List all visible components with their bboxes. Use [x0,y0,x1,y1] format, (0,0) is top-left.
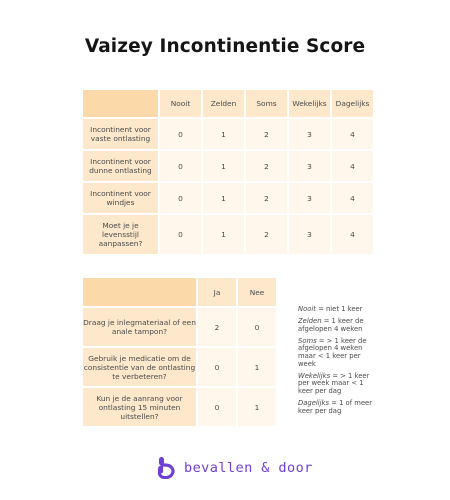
score-cell: 2 [246,183,287,213]
legend-text: = > 1 keer per week maar < 1 keer per dag [298,371,370,395]
legend-item [298,338,380,368]
column-header: Wekelijks [289,90,330,117]
brand-logo[interactable] [158,456,313,480]
row-label: Draag je inlegmateriaal of een anale tampon? [83,308,196,346]
row-label: Incontinent voor dunne ontlasting [83,151,158,181]
table-row [83,183,373,213]
table-row [83,348,276,386]
header-corner-cell [83,90,158,117]
table-row [83,308,276,346]
score-cell: 0 [238,308,276,346]
table-row [83,151,373,181]
brand-name: bevallen & door [184,460,313,476]
score-cell: 0 [160,215,201,254]
legend-term: Soms [298,336,317,345]
score-cell: 2 [246,119,287,149]
legend-item [298,400,380,415]
legend [298,306,380,420]
legend-term: Wekelijks [298,371,331,380]
score-cell: 0 [160,119,201,149]
score-cell: 0 [160,183,201,213]
legend-item [298,373,380,396]
score-cell: 1 [203,151,244,181]
header-corner-cell [83,278,196,306]
row-label: Gebruik je medicatie om de consistentie van de ontlasting te verbeteren? [83,348,196,386]
score-cell: 0 [198,348,236,386]
score-cell: 3 [289,119,330,149]
column-header: Zelden [203,90,244,117]
score-cell: 1 [238,388,276,426]
score-cell: 1 [203,183,244,213]
score-cell: 4 [332,215,373,254]
legend-term: Zelden [298,317,322,326]
legend-term: Dagelijks [298,398,330,407]
legend-item [298,318,380,333]
score-cell: 3 [289,183,330,213]
column-header: Nee [238,278,276,306]
score-cell: 3 [289,215,330,254]
yes-no-table [81,276,278,428]
score-cell: 4 [332,151,373,181]
score-cell: 0 [198,388,236,426]
legend-text: = 1 of meer keer per dag [298,398,373,415]
table-header-row [83,278,276,306]
legend-item [298,306,380,314]
incontinence-frequency-table [81,88,375,256]
row-label: Incontinent voor vaste ontlasting [83,119,158,149]
legend-term: Nooit [298,305,316,313]
column-header: Soms [246,90,287,117]
column-header: Nooit [160,90,201,117]
table-row [83,119,373,149]
legend-text: = > 1 keer de afgelopen 4 weken maar < 1 keer per week [298,336,367,368]
score-cell: 1 [203,215,244,254]
score-cell: 4 [332,183,373,213]
page-title: Vaizey Incontinentie Score [84,36,366,57]
table-row [83,388,276,426]
score-cell: 1 [203,119,244,149]
row-label: Kun je de aanrang voor ontlasting 15 minuten uitstellen? [83,388,196,426]
row-label: Incontinent voor windjes [83,183,158,213]
score-cell: 2 [246,151,287,181]
score-cell: 1 [238,348,276,386]
score-cell: 2 [246,215,287,254]
table-header-row [83,90,373,117]
score-cell: 0 [160,151,201,181]
score-cell: 3 [289,151,330,181]
row-label: Moet je je levensstijl aanpassen? [83,215,158,254]
score-cell: 4 [332,119,373,149]
table-row [83,215,373,254]
column-header: Dagelijks [332,90,373,117]
legend-text: = 1 keer de afgelopen 4 weken [298,317,364,333]
column-header: Ja [198,278,236,306]
legend-text: = niet 1 keer [315,305,363,313]
score-cell: 2 [198,308,236,346]
bevallen-door-logo-icon [158,457,175,479]
